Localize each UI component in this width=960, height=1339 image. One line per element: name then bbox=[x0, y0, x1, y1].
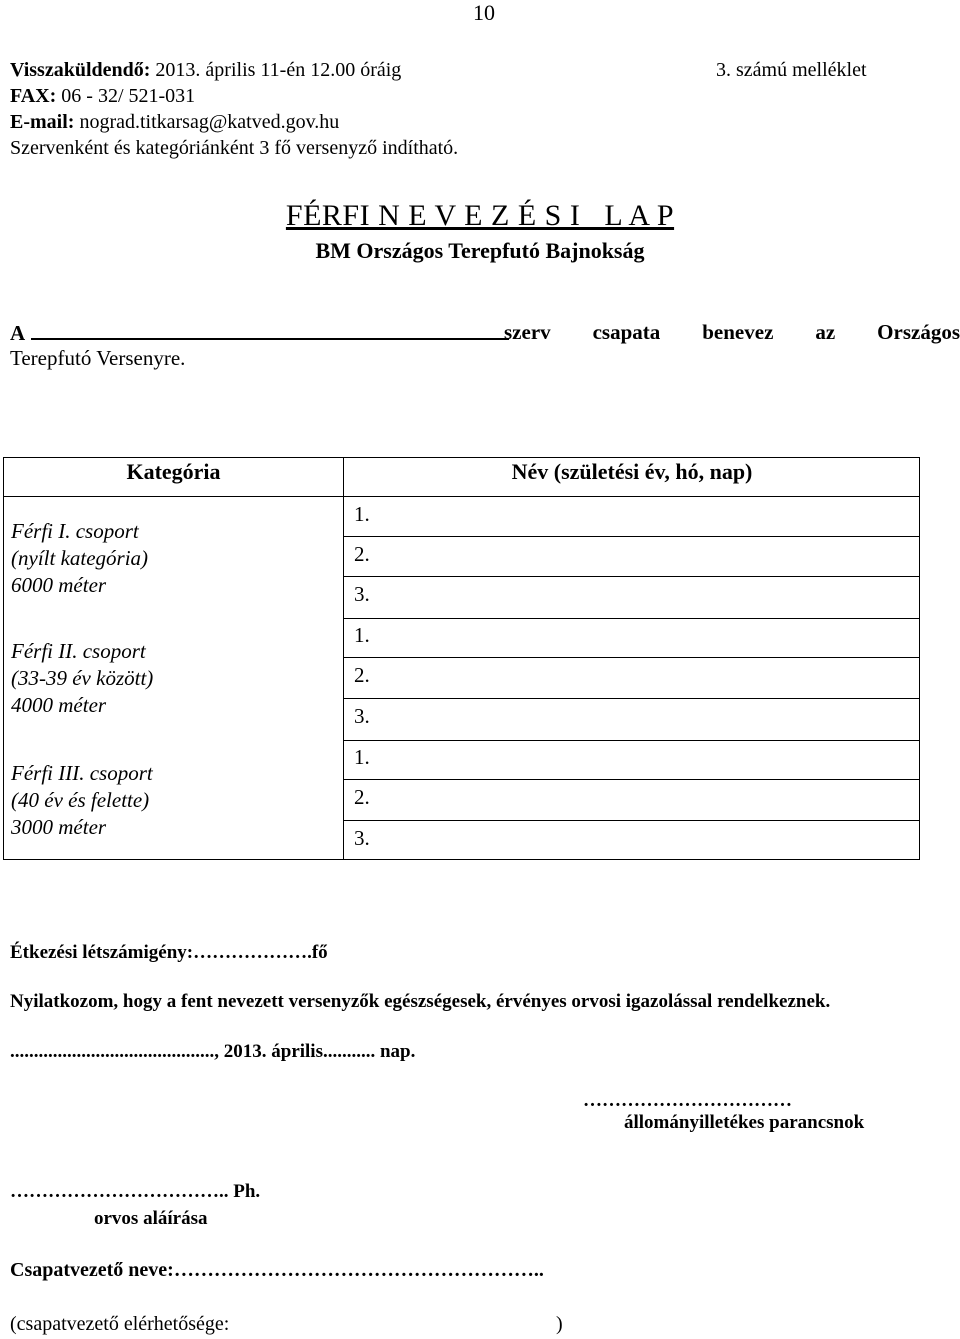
declaration-word: az bbox=[815, 320, 836, 344]
organization-blank[interactable] bbox=[31, 320, 509, 340]
date-line[interactable]: ..........................................., 2013. április........... nap. bbox=[10, 1041, 416, 1062]
category-name: Férfi I. csoport bbox=[11, 519, 139, 543]
row-divider bbox=[343, 820, 919, 821]
row-divider bbox=[343, 698, 919, 699]
declaration-word: Országos bbox=[877, 320, 960, 344]
entry-number: 1. bbox=[354, 745, 370, 769]
row-divider bbox=[343, 576, 919, 577]
entry-number: 2. bbox=[354, 663, 370, 687]
entry-number: 1. bbox=[354, 502, 370, 526]
fax-line bbox=[10, 83, 195, 109]
entry-number: 3. bbox=[354, 826, 370, 850]
contact-close: ) bbox=[556, 1313, 563, 1335]
category-group-2 bbox=[11, 638, 153, 719]
entry-number: 3. bbox=[354, 704, 370, 728]
fax-label: FAX: bbox=[10, 85, 57, 107]
row-divider bbox=[343, 536, 919, 537]
doctor-signature-line[interactable]: …………………………….. Ph. bbox=[10, 1181, 261, 1202]
entry-number: 3. bbox=[354, 582, 370, 606]
contact-open[interactable]: (csapatvezető elérhetősége: bbox=[10, 1313, 230, 1335]
entry-number: 1. bbox=[354, 623, 370, 647]
declaration-start: A bbox=[10, 321, 26, 345]
row-divider bbox=[343, 779, 919, 780]
entry-number: 2. bbox=[354, 785, 370, 809]
deadline-line bbox=[10, 57, 401, 83]
category-age: (33-39 év között) bbox=[11, 666, 154, 690]
deadline-value: 2013. április 11-én 12.00 óráig bbox=[150, 59, 402, 81]
category-age: (nyílt kategória) bbox=[11, 546, 149, 570]
category-distance: 4000 méter bbox=[11, 693, 107, 717]
group-divider bbox=[343, 618, 919, 619]
category-header: Kategória bbox=[126, 459, 221, 484]
declaration-line bbox=[10, 320, 515, 346]
deadline-label: Visszaküldendő: bbox=[10, 59, 151, 81]
declaration-word: szerv bbox=[504, 320, 551, 344]
entry-number: 2. bbox=[354, 542, 370, 566]
email-line bbox=[10, 109, 339, 135]
entry-table bbox=[3, 457, 920, 860]
email-label: E-mail: bbox=[10, 111, 75, 133]
column-divider bbox=[343, 458, 344, 859]
form-subtitle: BM Országos Terepfutó Bajnokság bbox=[315, 238, 645, 263]
declaration-words bbox=[504, 320, 960, 345]
email-link[interactable]: nograd.titkarsag@katved.gov.hu bbox=[79, 111, 340, 133]
health-statement: Nyilatkozom, hogy a fent nevezett versenyzők egészségesek, érvényes orvosi igazolással rendelkeznek. bbox=[10, 991, 831, 1012]
row-divider bbox=[343, 657, 919, 658]
category-name: Férfi II. csoport bbox=[11, 639, 146, 663]
declaration-line2: Terepfutó Versenyre. bbox=[10, 346, 186, 370]
doctor-label: orvos aláírása bbox=[94, 1208, 208, 1229]
fax-value: 06 - 32/ 521-031 bbox=[56, 85, 196, 107]
team-leader-line[interactable]: Csapatvezető neve:……………………………………………….. bbox=[10, 1259, 544, 1281]
form-title: FÉRFI N E V E Z É S I L A P bbox=[285, 199, 675, 232]
category-name: Férfi III. csoport bbox=[11, 761, 153, 785]
appendix-label: 3. számú melléklet bbox=[716, 59, 867, 81]
header-divider bbox=[4, 496, 919, 497]
category-group-3 bbox=[11, 760, 153, 841]
name-header: Név (születési év, hó, nap) bbox=[511, 459, 753, 484]
commander-signature-line[interactable]: …………………………… bbox=[583, 1090, 792, 1111]
catering-line[interactable]: Étkezési létszámigény:……………….fő bbox=[10, 942, 328, 963]
category-distance: 3000 méter bbox=[11, 815, 107, 839]
category-distance: 6000 méter bbox=[11, 573, 107, 597]
declaration-word: benevez bbox=[702, 320, 774, 344]
category-group-1 bbox=[11, 518, 148, 599]
declaration-word: csapata bbox=[592, 320, 661, 344]
page-number: 10 bbox=[473, 0, 495, 25]
commander-label: állományilletékes parancsnok bbox=[624, 1112, 865, 1133]
group-divider bbox=[343, 740, 919, 741]
entry-note: Szervenként és kategóriánként 3 fő versenyző indítható. bbox=[10, 137, 459, 159]
category-age: (40 év és felette) bbox=[11, 788, 150, 812]
